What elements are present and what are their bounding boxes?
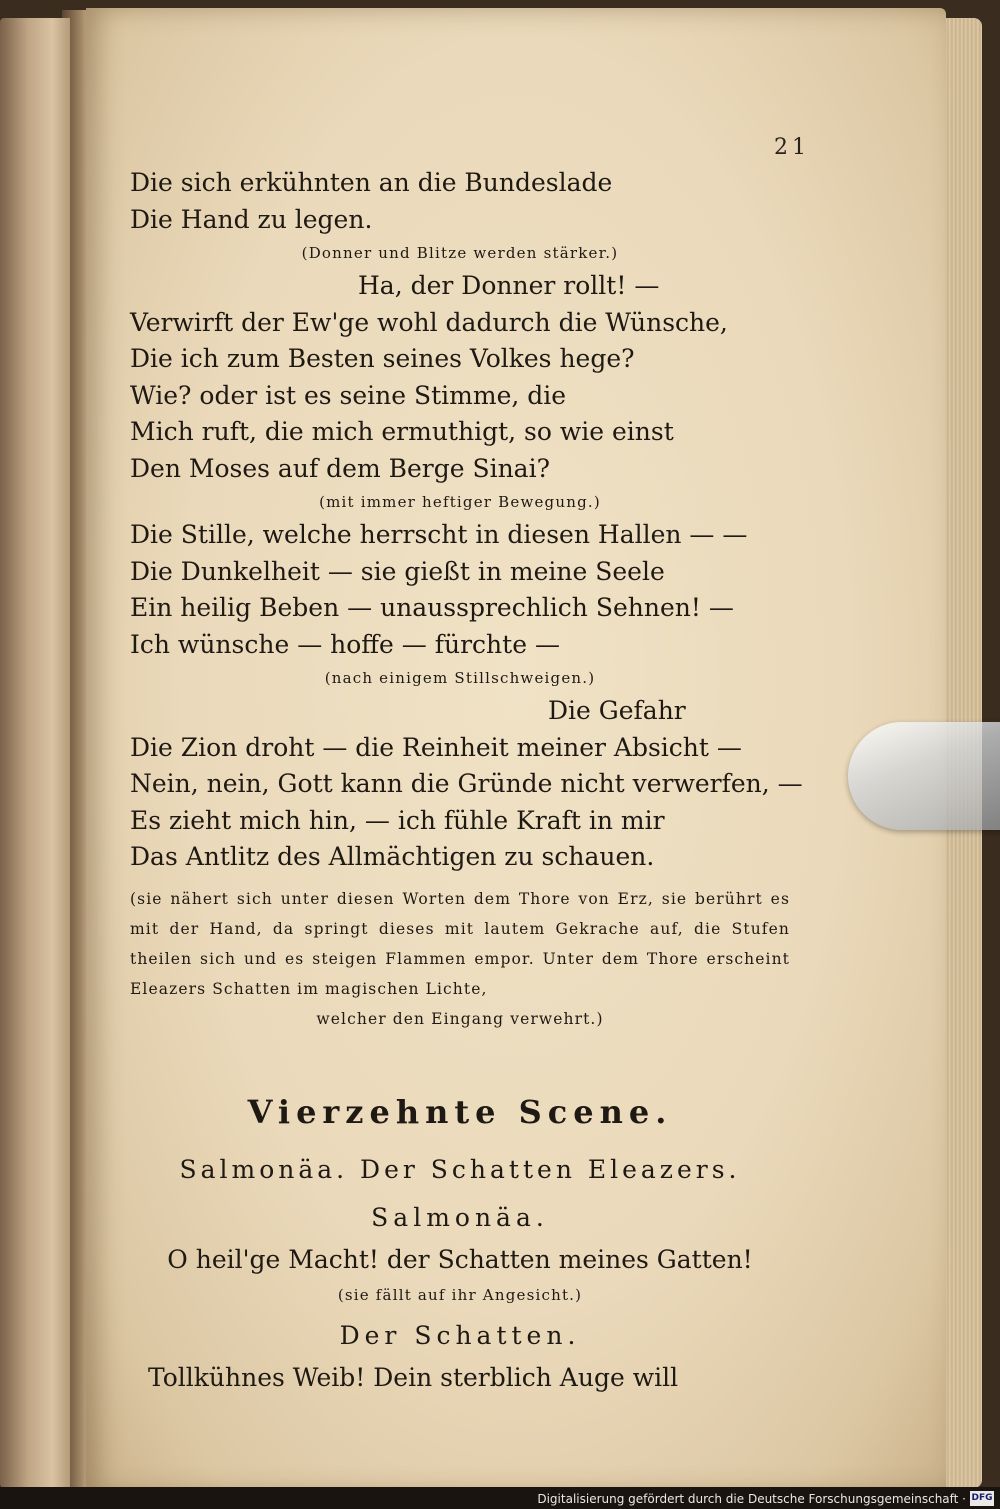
stage-direction-block: [130, 884, 790, 1034]
speaker-name: Der Schatten.: [339, 1321, 581, 1350]
verse-line: Verwirft der Ew'ge wohl dadurch die Wünsche,: [130, 307, 728, 337]
verse-line: Die sich erkühnten an die Bundeslade: [130, 168, 613, 197]
glass-page-weight: [848, 722, 1000, 830]
stage-direction-text: (sie nähert sich unter diesen Worten dem Thore von Erz, sie berührt es mit der Hand, da springt dieses mit lautem Gekrache auf, die Stufen theilen sich und es steigen Flammen empor. Unter dem Thore erscheint Eleazers Schatten im magischen Lichte,: [130, 889, 790, 998]
verse-line: Den Moses auf dem Berge Sinai?: [130, 453, 550, 483]
dfg-logo: DFG: [970, 1491, 994, 1506]
verse-line: Die Dunkelheit — sie gießt in meine Seele: [130, 556, 665, 586]
stage-direction: (sie fällt auf ihr Angesicht.): [337, 1286, 583, 1304]
page-text: [130, 165, 803, 1397]
verse-line: Wie? oder ist es seine Stimme, die: [130, 380, 567, 410]
verse-line: Es zieht mich hin, — ich fühle Kraft in mir: [130, 805, 665, 835]
stage-direction: (mit immer heftiger Bewegung.): [319, 493, 601, 511]
verse-line: Die Zion droht — die Reinheit meiner Absicht —: [130, 732, 742, 762]
verse-line: Die Gefahr: [548, 696, 686, 725]
verse-line: Die Hand zu legen.: [130, 204, 373, 234]
stage-direction-last-line: welcher den Eingang verwehrt.): [316, 1009, 604, 1028]
verse-line: Nein, nein, Gott kann die Gründe nicht verwerfen, —: [130, 769, 803, 798]
verse-line: Ein heilig Beben — unaussprechlich Sehnen! —: [130, 593, 734, 622]
page-number: 21: [774, 135, 810, 160]
verse-line: Ich wünsche — hoffe — fürchte —: [130, 629, 560, 659]
speaker-name: Salmonäa.: [371, 1202, 549, 1232]
verse-line: Mich ruft, die mich ermuthigt, so wie einst: [130, 417, 674, 446]
footer-bar: [0, 1487, 1000, 1509]
stage-direction: (nach einigem Stillschweigen.): [324, 669, 596, 687]
verse-line: O heil'ge Macht! der Schatten meines Gatten!: [167, 1244, 753, 1274]
verse-line: Tollkühnes Weib! Dein sterblich Auge will: [148, 1363, 679, 1392]
dramatis-personae: Salmonäa. Der Schatten Eleazers.: [179, 1154, 741, 1184]
previous-page-edge: [0, 18, 70, 1488]
verse-line: Die Stille, welche herrscht in diesen Hallen — —: [130, 520, 748, 549]
verse-line: Das Antlitz des Allmächtigen zu schauen.: [130, 842, 655, 871]
verse-line: Die ich zum Besten seines Volkes hege?: [130, 344, 635, 373]
stage-direction: (Donner und Blitze werden stärker.): [301, 244, 619, 262]
scene-heading: Vierzehnte Scene.: [247, 1092, 673, 1131]
verse-line: Ha, der Donner rollt! —: [358, 271, 660, 300]
funding-notice: Digitalisierung gefördert durch die Deutsche Forschungsgemeinschaft ·: [537, 1492, 966, 1506]
